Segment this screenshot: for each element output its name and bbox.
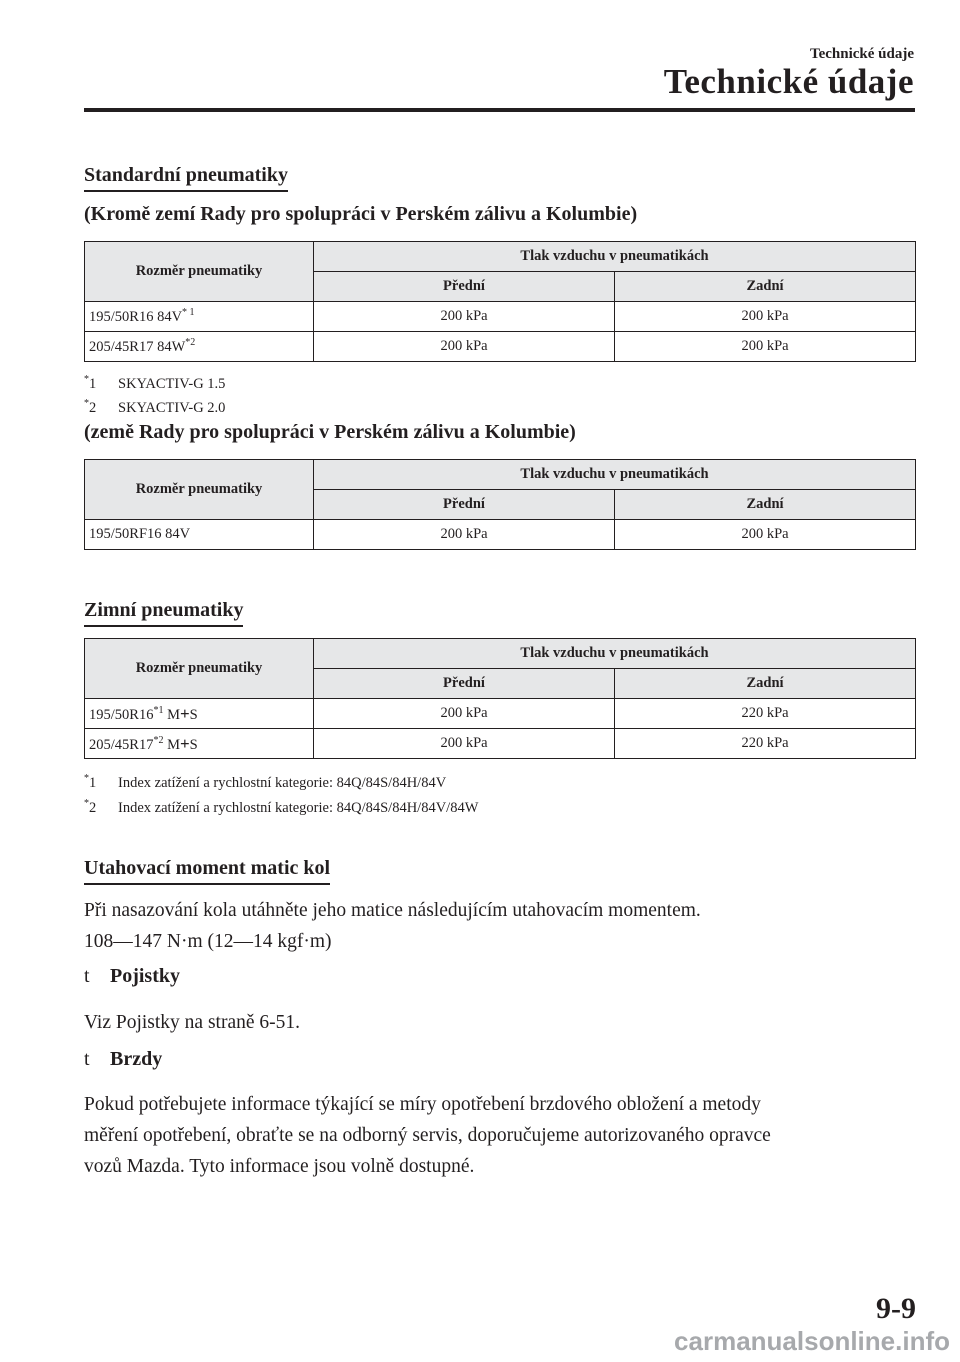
- front-pressure: 200 kPa: [314, 729, 615, 759]
- footnote-mark: *2: [185, 337, 196, 349]
- col-rear: Zadní: [615, 490, 916, 520]
- table-row: 205/45R17$^{*2}$ M+S 200 kPa 220 kPa: [85, 729, 916, 759]
- front-pressure: 200 kPa: [314, 520, 615, 550]
- col-pressure: Tlak vzduchu v pneumatikách: [314, 639, 916, 669]
- rear-pressure: 200 kPa: [615, 520, 916, 550]
- bullet-icon: t: [84, 1048, 90, 1070]
- rear-pressure: 220 kPa: [615, 729, 916, 759]
- front-pressure: 200 kPa: [314, 699, 615, 729]
- page-number: 9-9: [876, 1292, 916, 1325]
- standard-subheading-2: (země Rady pro spolupráci v Perském zálivu a Kolumbie): [84, 421, 576, 443]
- watermark: carmanualsonline.info: [674, 1326, 950, 1356]
- table-row: 195/50R16$^{*1}$ M+S 200 kPa 220 kPa: [85, 699, 916, 729]
- tire-size: 195/50R16 84V: [89, 308, 183, 325]
- standard-tires-title: Standardní pneumatiky: [84, 164, 288, 192]
- torque-title: Utahovací moment matic kol: [84, 857, 330, 885]
- col-tire-size: Rozměr pneumatiky: [85, 639, 314, 699]
- col-tire-size: Rozměr pneumatiky: [85, 460, 314, 520]
- rear-pressure: 200 kPa: [615, 302, 916, 332]
- tire-size: 205/45R17: [89, 736, 154, 753]
- brakes-text: Pokud potřebujete informace týkající se míry opotřebení brzdového obložení a metody měření opotřebení, obraťte se na odborný servis, doporučujeme autorizovaného opravce vozů Mazda. Tyto informace jsou volně dostupné.: [84, 1094, 771, 1177]
- col-tire-size: Rozměr pneumatiky: [85, 242, 314, 302]
- winter-tires-title: Zimní pneumatiky: [84, 599, 243, 627]
- torque-text: Při nasazování kola utáhněte jeho matice následujícím utahovacím momentem. 108―147 N·m (12―14 kgf·m): [84, 900, 701, 952]
- col-front: Přední: [314, 272, 615, 302]
- col-rear: Zadní: [615, 669, 916, 699]
- col-rear: Zadní: [615, 272, 916, 302]
- fuses-text: Viz Pojistky na straně 6-51.: [84, 1012, 301, 1033]
- plus-icon: +: [179, 733, 190, 753]
- col-pressure: Tlak vzduchu v pneumatikách: [314, 460, 916, 490]
- footnote: *2 SKYACTIV-G 2.0: [84, 398, 226, 416]
- footnote: *2 Index zatížení a rychlostní kategorie: 84Q/84S/84H/84V/84W: [84, 798, 479, 816]
- standard-subheading-1: (Kromě zemí Rady pro spolupráci v Perském zálivu a Kolumbie): [84, 203, 638, 225]
- table-row: [85, 302, 916, 332]
- header-small-title: Technické údaje: [809, 46, 914, 62]
- fuses-heading: t Pojistky: [84, 965, 180, 987]
- brakes-heading: t Brzdy: [84, 1048, 163, 1070]
- bullet-icon: t: [84, 965, 90, 987]
- table-row: [85, 332, 916, 362]
- rear-pressure: 220 kPa: [615, 699, 916, 729]
- col-front: Přední: [314, 669, 615, 699]
- tire-size: 195/50R16: [89, 706, 154, 723]
- header-rule: [84, 108, 915, 112]
- standard-tire-table-2: [84, 459, 916, 550]
- standard-tire-table-1: [84, 241, 916, 362]
- rear-pressure: 200 kPa: [615, 332, 916, 362]
- header-big-title: Technické údaje: [663, 62, 914, 101]
- footnote: *1 SKYACTIV-G 1.5: [84, 374, 226, 392]
- table-row: [85, 520, 916, 550]
- tire-size: 195/50RF16 84V: [85, 520, 314, 550]
- footnote-mark: *2: [153, 734, 164, 746]
- footnote: *1 Index zatížení a rychlostní kategorie: 84Q/84S/84H/84V: [84, 773, 447, 791]
- tire-size: 205/45R17 84W: [89, 338, 186, 355]
- front-pressure: 200 kPa: [314, 302, 615, 332]
- col-front: Přední: [314, 490, 615, 520]
- plus-icon: +: [179, 703, 190, 723]
- col-pressure: Tlak vzduchu v pneumatikách: [314, 242, 916, 272]
- footnote-mark: * 1: [182, 307, 195, 319]
- footnote-mark: *1: [153, 704, 164, 716]
- front-pressure: 200 kPa: [314, 332, 615, 362]
- winter-tire-table: [84, 638, 916, 759]
